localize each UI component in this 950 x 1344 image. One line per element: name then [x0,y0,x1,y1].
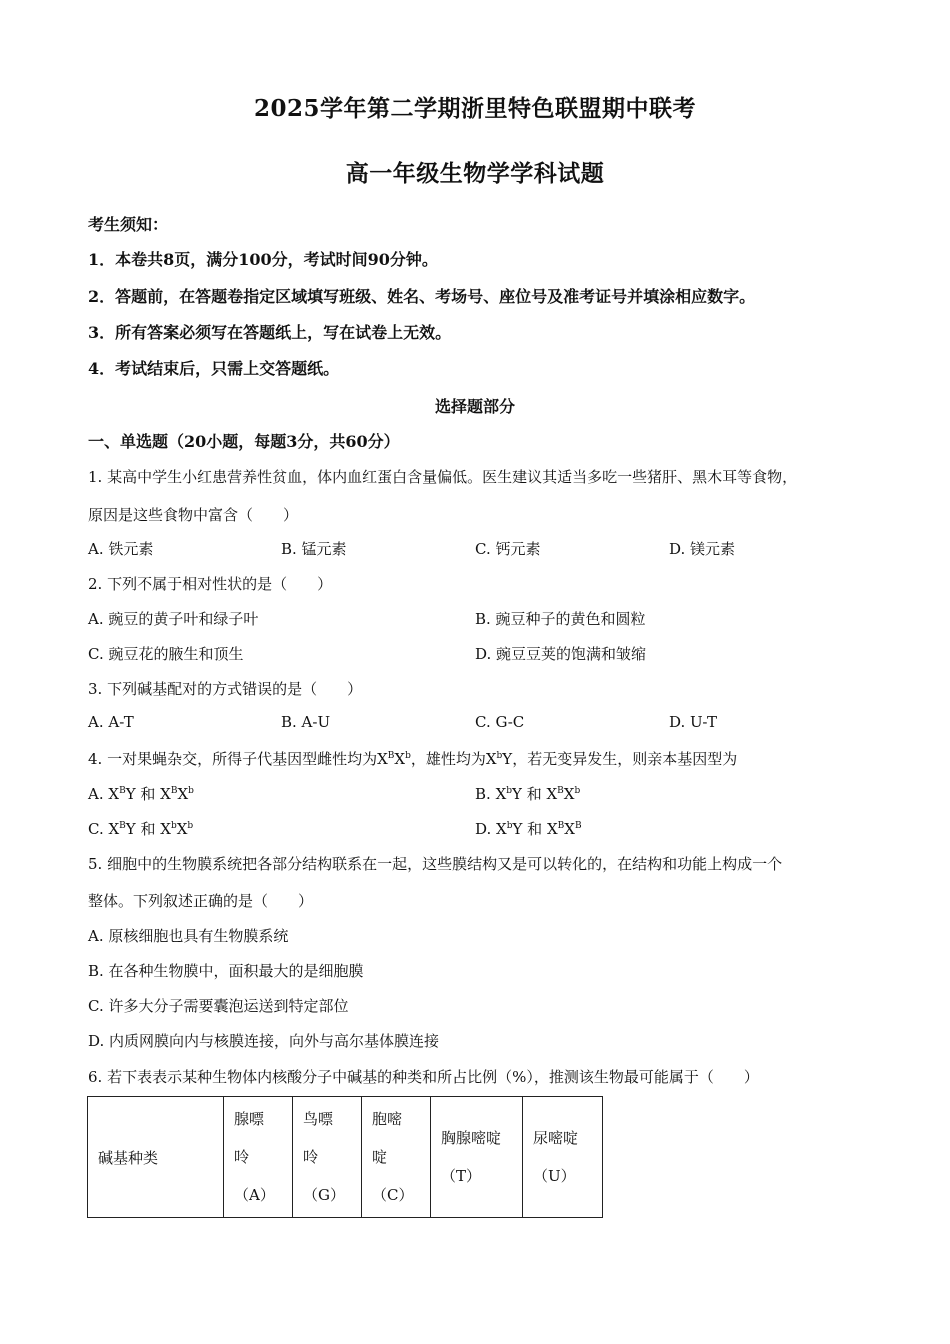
q2-stem: 2. 下列不属于相对性状的是（ ） [88,575,333,593]
table-col-adenine: 腺嘌 呤 （A） [224,1097,293,1218]
exam-subtitle: 高一年级生物学学科试题 [345,160,605,187]
table-col-guanine: 鸟嘌 呤 （G） [293,1097,362,1218]
notice-item-1: 1．本卷共8页，满分100分，考试时间90分钟。 [88,250,438,269]
q3-option-b: B. A-U [281,713,331,731]
part-title: 一、单选题（20小题，每题3分，共60分） [88,432,400,451]
q1-stem-line2: 原因是这些食物中富含（ ） [88,506,299,524]
table-row [88,1097,603,1218]
q5-option-d: D. 内质网膜向内与核膜连接，向外与高尔基体膜连接 [88,1032,440,1050]
q1-stem-line1: 1. 某高中学生小红患营养性贫血，体内血红蛋白含量偏低。医生建议其适当多吃一些猪肝、黑木耳等食物， [88,468,798,486]
q2-option-c: C. 豌豆花的腋生和顶生 [88,645,244,663]
q5-option-a: A. 原核细胞也具有生物膜系统 [88,927,289,945]
q1-option-a: A. 铁元素 [88,540,154,558]
base-ratio-table [87,1096,603,1218]
q5-stem-line2: 整体。下列叙述正确的是（ ） [88,892,314,910]
table-col-thymine: 胸腺嘧啶 （T） [431,1097,523,1218]
q6-stem: 6. 若下表表示某种生物体内核酸分子中碱基的种类和所占比例（%），推测该生物最可能属于（ ） [88,1068,759,1086]
q2-option-a: A. 豌豆的黄子叶和绿子叶 [88,610,259,628]
q4-option-c: C. $X^BY$ 和 $X^bX^b$ [88,820,194,838]
notice-item-4: 4．考试结束后，只需上交答题纸。 [88,359,340,378]
q4-option-d: D. $X^bY$ 和 $X^BX^B$ [475,820,582,838]
table-row-header: 碱基种类 [88,1097,224,1218]
q3-option-a: A. A-T [88,713,134,731]
q3-option-c: C. G-C [475,713,525,731]
table-col-cytosine: 胞嘧 啶 （C） [362,1097,431,1218]
q1-option-c: C. 钙元素 [475,540,541,558]
q5-option-b: B. 在各种生物膜中，面积最大的是细胞膜 [88,962,364,980]
notice-item-2: 2．答题前，在答题卷指定区域填写班级、姓名、考场号、座位号及准考证号并填涂相应数字。 [88,287,756,306]
q3-option-d: D. U-T [669,713,717,731]
section-title: 选择题部分 [434,397,515,416]
q2-option-d: D. 豌豆豆荚的饱满和皱缩 [475,645,647,663]
q4-option-a: A. $X^BY$ 和 $X^BX^b$ [88,785,194,803]
q5-option-c: C. 许多大分子需要囊泡运送到特定部位 [88,997,349,1015]
q2-option-b: B. 豌豆种子的黄色和圆粒 [475,610,646,628]
q5-stem-line1: 5. 细胞中的生物膜系统把各部分结构联系在一起，这些膜结构又是可以转化的，在结构和功能上构成一个 [88,855,783,873]
q4-option-b: B. $X^bY$ 和 $X^BX^b$ [475,785,581,803]
exam-title: 2025学年第二学期浙里特色联盟期中联考 [253,95,696,122]
q3-stem: 3. 下列碱基配对的方式错误的是（ ） [88,680,363,698]
table-col-uracil: 尿嘧啶 （U） [523,1097,603,1218]
q1-option-b: B. 锰元素 [281,540,347,558]
q4-stem: 4. 一对果蝇杂交，所得子代基因型雌性均为$X^BX^b$，雄性均为$X^bY$，若无变异发生，则亲本基因型为 [88,750,738,768]
notice-item-3: 3．所有答案必须写在答题纸上，写在试卷上无效。 [88,323,452,342]
q1-option-d: D. 镁元素 [669,540,736,558]
notice-heading: 考生须知： [88,215,169,234]
